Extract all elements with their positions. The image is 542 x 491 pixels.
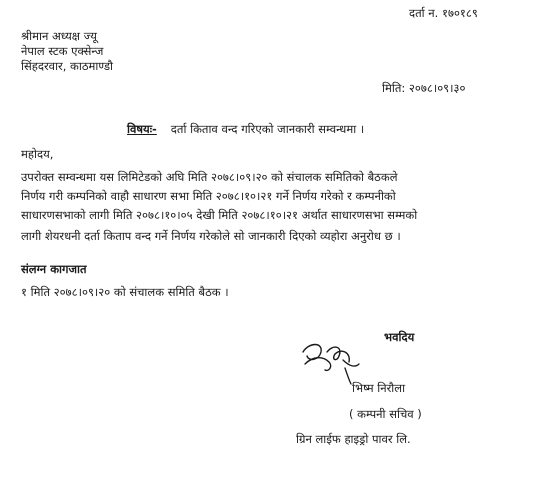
recipient-line-1: श्रीमान अध्यक्ष ज्यू <box>21 29 97 43</box>
handwritten-signature <box>299 338 361 386</box>
subject-label: विषयः- <box>127 122 157 136</box>
recipient-line-3: सिंहदरवार, काठमाण्डौ <box>21 59 113 73</box>
subject-line <box>127 122 364 136</box>
body-line-4: लागी शेयरधनी दर्ता किताप वन्द गर्ने निर्णय गरेकोले सो जानकारी दिएको व्यहोरा अनुरोध छ । <box>21 229 401 243</box>
letter-date: मिति: २०७८।०९।३० <box>382 81 466 95</box>
closing-word: भवदिय <box>384 330 415 344</box>
salutation: महोदय, <box>21 147 54 161</box>
recipient-line-2: नेपाल स्टक एक्सेन्ज <box>21 44 104 58</box>
enclosure-item-1: १ मिति २०७८।०९।२० को संचालक समिति बैठक । <box>21 285 229 299</box>
enclosures-heading: संलग्न कागजात <box>21 262 87 276</box>
signatory-name: भिष्म निरौला <box>352 381 406 395</box>
company-name: ग्रिन लाईफ हाइड्रो पावर लि. <box>296 432 411 446</box>
subject-text: दर्ता किताव वन्द गरिएको जानकारी सम्वन्धमा । <box>170 122 365 136</box>
body-line-2: निर्णय गरी कम्पनिको वाहौ साधारण सभा मिति २०७८।१०।२१ गर्ने निर्णय गरेको र कम्पनीको <box>21 189 396 203</box>
body-line-1: उपरोक्त सम्वन्धमा यस लिमिटेडको अघि मिति २०७८।०९।२० को संचालक समितिको बैठकले <box>21 170 398 184</box>
body-line-3: साधारणसभाको लागी मिति २०७८।१०।०५ देखी मिति २०७८।१०।२१ अर्थात साधारणसभा सम्मको <box>21 208 418 222</box>
registration-number: दर्ता न. १७०१८९ <box>409 6 478 20</box>
signatory-title: ( कम्पनी सचिव ) <box>349 407 422 421</box>
